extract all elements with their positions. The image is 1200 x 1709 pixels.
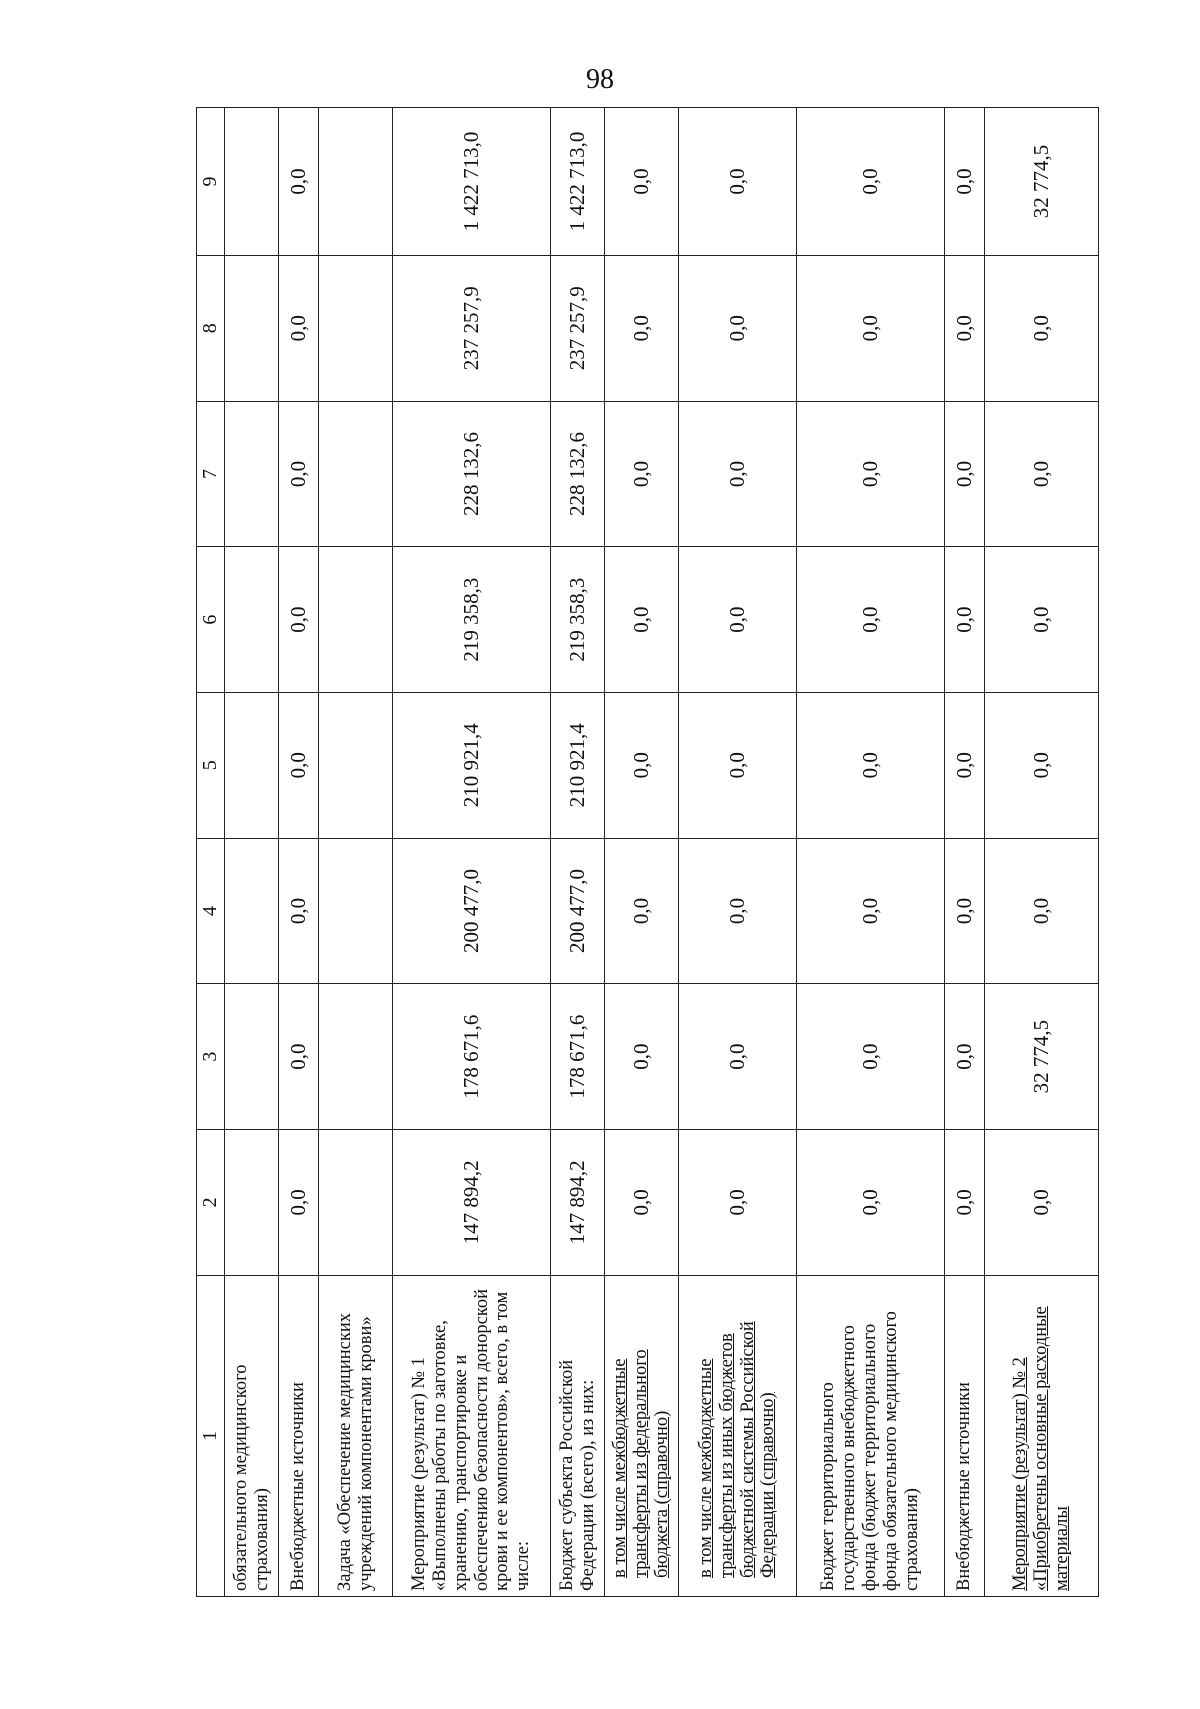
column-header: 1 [197, 1275, 225, 1596]
row-label: Задача «Обеспечение медицинских учреждений компонентами крови» [319, 1275, 393, 1596]
table-row [551, 108, 605, 1597]
cell: 0,0 [797, 1129, 945, 1275]
cell: 0,0 [797, 255, 945, 401]
cell [319, 255, 393, 401]
cell: 0,0 [985, 547, 1099, 693]
table-row [225, 108, 279, 1597]
cell: 0,0 [985, 692, 1099, 838]
column-header: 6 [197, 547, 225, 693]
table-row [679, 108, 797, 1597]
cell: 0,0 [945, 547, 985, 693]
cell: 0,0 [605, 1129, 679, 1275]
cell: 0,0 [279, 838, 319, 984]
cell: 228 132,6 [551, 401, 605, 547]
budget-table-rotated [196, 107, 1096, 1597]
table-row [279, 108, 319, 1597]
table-row [945, 108, 985, 1597]
cell: 0,0 [605, 547, 679, 693]
cell: 1 422 713,0 [551, 108, 605, 256]
column-header: 3 [197, 984, 225, 1130]
cell: 0,0 [797, 692, 945, 838]
row-label: Мероприятие (результат) № 2 «Приобретены основные расходные материалы [985, 1275, 1099, 1596]
cell: 0,0 [279, 401, 319, 547]
column-header: 8 [197, 255, 225, 401]
cell: 0,0 [797, 984, 945, 1130]
table-row [797, 108, 945, 1597]
column-header: 5 [197, 692, 225, 838]
cell: 0,0 [679, 692, 797, 838]
cell: 147 894,2 [551, 1129, 605, 1275]
cell: 0,0 [605, 838, 679, 984]
cell: 0,0 [797, 401, 945, 547]
cell [225, 1129, 279, 1275]
cell: 0,0 [679, 1129, 797, 1275]
cell: 0,0 [679, 984, 797, 1130]
row-label: Внебюджетные источники [279, 1275, 319, 1596]
cell: 0,0 [605, 984, 679, 1130]
cell: 0,0 [605, 108, 679, 256]
cell: 228 132,6 [393, 401, 551, 547]
row-label: Внебюджетные источники [945, 1275, 985, 1596]
cell: 0,0 [945, 108, 985, 256]
cell: 0,0 [279, 692, 319, 838]
cell: 0,0 [679, 547, 797, 693]
table-header-row [197, 108, 225, 1597]
cell: 0,0 [279, 547, 319, 693]
cell [225, 984, 279, 1130]
cell: 237 257,9 [551, 255, 605, 401]
row-label: обязательного медицинского страхования) [225, 1275, 279, 1596]
cell: 0,0 [945, 1129, 985, 1275]
cell: 0,0 [279, 255, 319, 401]
row-label: в том числе межбюджетные трансферты из федерального бюджета (справочно) [605, 1275, 679, 1596]
cell: 0,0 [679, 838, 797, 984]
cell: 219 358,3 [551, 547, 605, 693]
cell [225, 255, 279, 401]
cell: 210 921,4 [393, 692, 551, 838]
cell: 147 894,2 [393, 1129, 551, 1275]
cell: 32 774,5 [985, 984, 1099, 1130]
cell [319, 547, 393, 693]
row-label: Мероприятие (результат) № 1 «Выполнены работы по заготовке, хранению, транспортировке и обеспечению безопасности донорской крови и ее компонентов», всего, в том числе: [393, 1275, 551, 1596]
cell [319, 108, 393, 256]
cell [225, 547, 279, 693]
cell: 0,0 [679, 108, 797, 256]
cell: 0,0 [679, 401, 797, 547]
cell: 0,0 [945, 692, 985, 838]
column-header: 9 [197, 108, 225, 256]
cell: 1 422 713,0 [393, 108, 551, 256]
row-label: в том числе межбюджетные трансферты из иных бюджетов бюджетной системы Российской Федерации (справочно) [679, 1275, 797, 1596]
table-row [393, 108, 551, 1597]
table-row [319, 108, 393, 1597]
cell [225, 692, 279, 838]
cell: 0,0 [985, 838, 1099, 984]
cell: 178 671,6 [393, 984, 551, 1130]
column-header: 2 [197, 1129, 225, 1275]
cell: 200 477,0 [393, 838, 551, 984]
column-header: 7 [197, 401, 225, 547]
cell: 0,0 [605, 255, 679, 401]
cell: 0,0 [279, 1129, 319, 1275]
cell: 0,0 [945, 984, 985, 1130]
cell [319, 838, 393, 984]
cell: 0,0 [279, 984, 319, 1130]
cell: 0,0 [797, 547, 945, 693]
cell: 178 671,6 [551, 984, 605, 1130]
cell: 0,0 [605, 401, 679, 547]
cell: 32 774,5 [985, 108, 1099, 256]
cell: 0,0 [985, 1129, 1099, 1275]
column-header: 4 [197, 838, 225, 984]
cell: 0,0 [279, 108, 319, 256]
cell: 219 358,3 [393, 547, 551, 693]
cell: 0,0 [945, 838, 985, 984]
table-row [605, 108, 679, 1597]
row-label: Бюджет субъекта Российской Федерации (всего), из них: [551, 1275, 605, 1596]
cell: 0,0 [945, 255, 985, 401]
cell [319, 984, 393, 1130]
cell [319, 1129, 393, 1275]
cell: 200 477,0 [551, 838, 605, 984]
cell: 0,0 [605, 692, 679, 838]
row-label: Бюджет территориального государственного внебюджетного фонда (бюджет территориального фонда обязательного медицинского страхования) [797, 1275, 945, 1596]
table-row [985, 108, 1099, 1597]
cell [225, 108, 279, 256]
cell [319, 401, 393, 547]
cell: 210 921,4 [551, 692, 605, 838]
cell [225, 838, 279, 984]
cell: 0,0 [985, 255, 1099, 401]
cell: 0,0 [797, 108, 945, 256]
cell [319, 692, 393, 838]
cell: 0,0 [679, 255, 797, 401]
page-number: 98 [586, 64, 614, 95]
cell: 0,0 [797, 838, 945, 984]
cell: 237 257,9 [393, 255, 551, 401]
budget-table [196, 107, 1099, 1597]
cell [225, 401, 279, 547]
cell: 0,0 [985, 401, 1099, 547]
cell: 0,0 [945, 401, 985, 547]
